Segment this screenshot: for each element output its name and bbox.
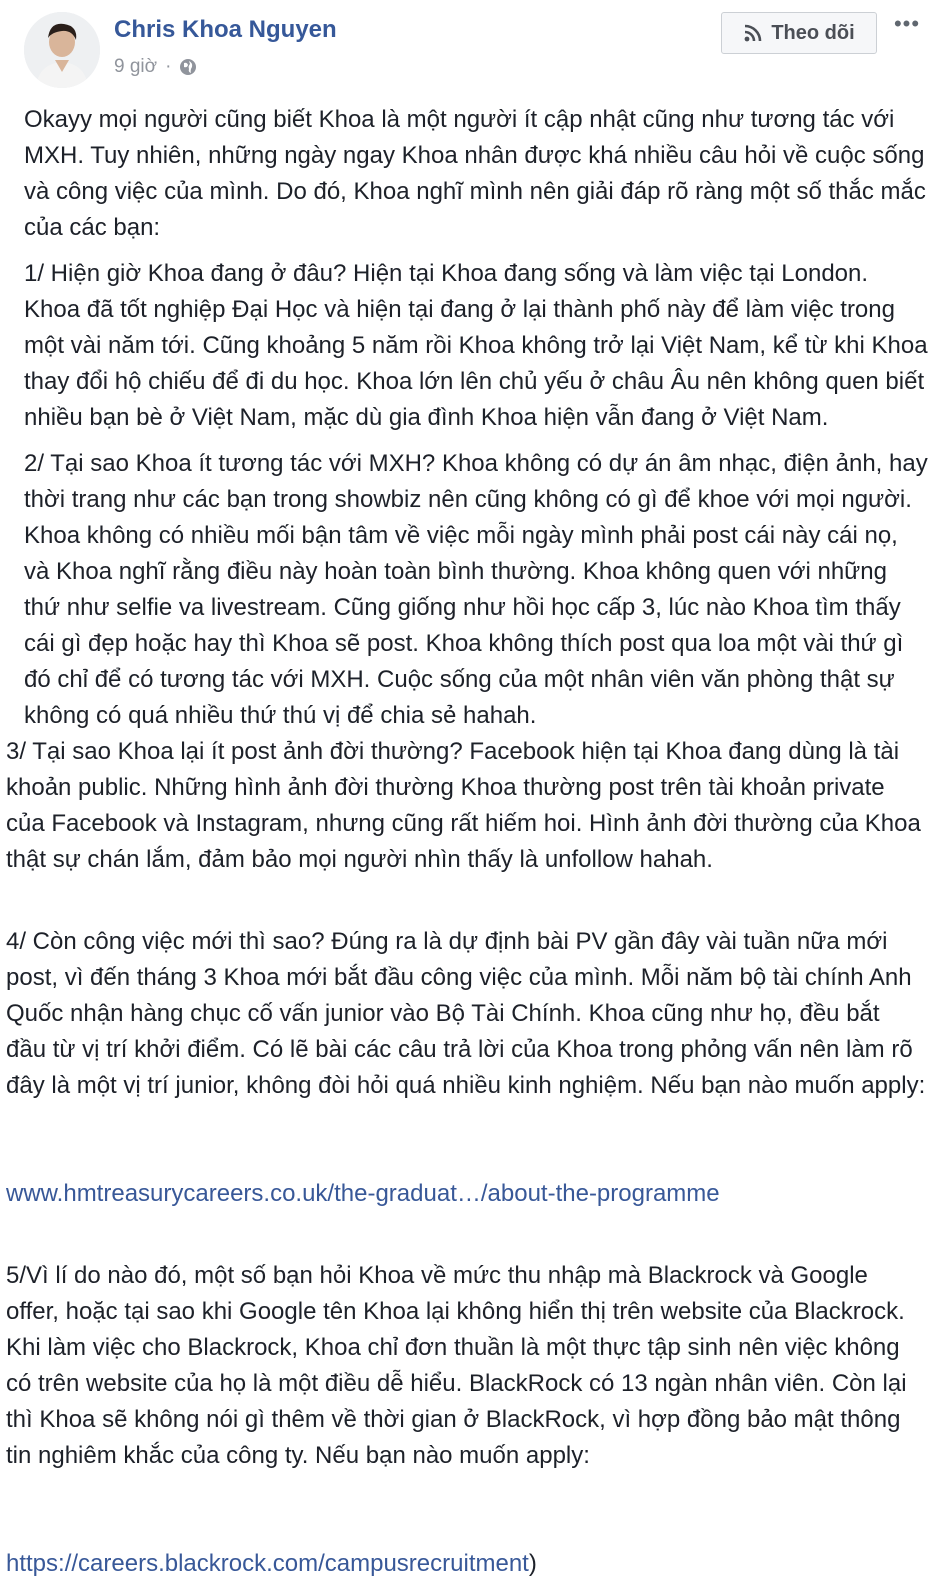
post-body [0,96,936,1582]
paragraph-q5-tail: ) [528,1550,537,1577]
post-time[interactable]: 9 giờ [114,56,158,77]
hm-treasury-link[interactable]: www.hmtreasurycareers.co.uk/the-graduat…/about-the-programme [6,1180,720,1207]
blackrock-careers-link[interactable]: https://careers.blackrock.com/campusrecruitment [6,1550,529,1577]
avatar-image [24,12,100,88]
paragraph-q5 [0,1222,936,1582]
paragraph-q4-text: 4/ Còn công việc mới thì sao? Đúng ra là dự định bài PV gần đây vài tuần nữa mới post, vì đến tháng 3 Khoa mới bắt đầu công việc của mình. Mỗi năm bộ tài chính Anh Quốc nhận hàng chục cố vấn junior vào Bộ Tài Chính. Khoa cũng như họ, đều bắt đầu từ vị trí khởi điểm. Có lẽ bài các câu trả lời của Khoa trong phỏng vấn nên làm rõ đây là một vị trí junior, không đòi hỏi quá nhiều kinh nghiệm. Nếu bạn nào muốn apply: [6,928,926,1099]
globe-icon[interactable] [179,58,197,76]
post-header [0,0,936,96]
more-options-button[interactable]: ••• [893,11,921,36]
post-meta [114,56,197,78]
meta-separator: · [165,56,172,77]
author-name[interactable]: Chris Khoa Nguyen [114,16,337,43]
follow-label: Theo dõi [771,21,855,44]
paragraph-q2: 2/ Tại sao Khoa ít tương tác với MXH? Khoa không có dự án âm nhạc, điện ảnh, hay thời trang như các bạn trong showbiz nên cũng không có gì để khoe với mọi người. Khoa không có nhiều mối bận tâm về việc mỗi ngày mình phải post cái này cái nọ, và Khoa nghĩ rằng điều này hoàn toàn bình thường. Khoa không quen với những thứ như selfie va livestream. Cũng giống như hồi học cấp 3, lúc nào Khoa tìm thấy cái gì đẹp hoặc hay thì Khoa sẽ post. Khoa không thích post qua loa một vài thứ gì đó chỉ để có tương tác với MXH. Cuộc sống của một nhân viên văn phòng thật sự không có quá nhiều thứ thú vị để chia sẻ hahah. [24,450,928,729]
paragraph-q1: 1/ Hiện giờ Khoa đang ở đâu? Hiện tại Khoa đang sống và làm việc tại London. Khoa đã tốt nghiệp Đại Học và hiện tại đang ở lại thành phố này để làm việc trong một vài năm tới. Cũng khoảng 5 năm rồi Khoa không trở lại Việt Nam, kể từ khi Khoa thay đổi hộ chiếu để đi du học. Khoa lớn lên chủ yếu ở châu Âu nên không quen biết nhiều bạn bè ở Việt Nam, mặc dù gia đình Khoa hiện vẫn đang ở Việt Nam. [24,260,928,431]
paragraph-intro: Okayy mọi người cũng biết Khoa là một người ít cập nhật cũng như tương tác với MXH. Tuy nhiên, những ngày ngay Khoa nhân được khá nhiều câu hỏi về cuộc sống và công việc của mình. Do đó, Khoa nghĩ mình nên giải đáp rõ ràng một số thắc mắc của các bạn: [24,106,926,241]
follow-button[interactable] [721,12,877,54]
rss-icon [743,23,763,43]
paragraph-q4 [0,888,936,1212]
paragraph-q5-text: 5/Vì lí do nào đó, một số bạn hỏi Khoa về mức thu nhập mà Blackrock và Google offer, hoặc tại sao khi Google tên Khoa lại không hiển thị trên website của Blackrock. Khi làm việc cho Blackrock, Khoa chỉ đơn thuần là một thực tập sinh nên việc không có trên website của họ là một điều dễ hiểu. BlackRock có 13 ngàn nhân viên. Còn lại thì Khoa sẽ không nói gì thêm về thời gian ở BlackRock, vì hợp đồng bảo mật thông tin nghiêm khắc của công ty. Nếu bạn nào muốn apply: [6,1262,907,1469]
paragraph-q3: 3/ Tại sao Khoa lại ít post ảnh đời thường? Facebook hiện tại Khoa đang dùng là tài khoản public. Những hình ảnh đời thường Khoa thường post trên tài khoản private của Facebook và Instagram, nhưng cũng rất hiếm hoi. Hình ảnh đời thường của Khoa thật sự chán lắm, đảm bảo mọi người nhìn thấy là unfollow hahah. [6,738,921,873]
avatar[interactable] [24,12,100,88]
